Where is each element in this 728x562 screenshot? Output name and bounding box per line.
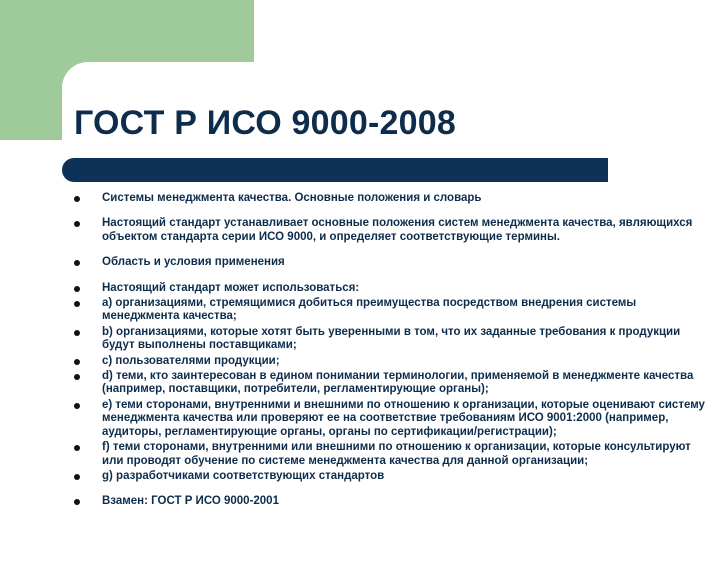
bullet-item [72,470,712,483]
bullet-dot-icon [74,301,80,307]
bullet-text: g) разработчиками соответствующих стандартов [102,469,385,482]
bullet-text: Системы менеджмента качества. Основные положения и словарь [102,192,482,204]
title-underline-bar [62,158,608,182]
bullet-dot-icon [74,499,80,505]
bullet-text: Настоящий стандарт может использоваться: [102,281,360,294]
bullet-dot-icon [74,359,80,365]
bullet-item [72,192,712,205]
bullet-item [72,399,712,439]
bullet-text: Взамен: ГОСТ Р ИСО 9000-2001 [102,495,279,508]
bullet-text: b) организациями, которые хотят быть уверенными в том, что их заданные требования к продукции будут выполнены поставщиками; [102,325,681,352]
bullet-item [72,370,712,397]
bullet-item [72,256,712,269]
bullet-item [72,355,712,368]
bullet-dot-icon [74,374,80,380]
bullet-text: d) теми, кто заинтересован в едином понимании терминологии, применяемой в менеджменте качества (например, поставщики, потребители, регламентирующие органы); [102,370,694,396]
bullet-dot-icon [74,474,80,480]
bullet-dot-icon [74,221,80,227]
bullet-dot-icon [74,260,80,266]
bullet-text: Настоящий стандарт устанавливает основные положения систем менеджмента качества, являющихся объектом стандарта серии ИСО 9000, и определяет соответствующие термины. [102,217,693,243]
bullet-dot-icon [74,330,80,336]
bullet-item [72,441,712,468]
bullet-text: f) теми сторонами, внутренними или внешними по отношению к организации, которые консультируют или проводят обучение по системе менеджмента качества для данной организации; [102,441,691,467]
bullet-text: с) пользователями продукции; [102,354,280,367]
bullet-item [72,297,712,324]
bullet-item [72,282,712,295]
bullet-item [72,495,712,508]
bullet-dot-icon [74,403,80,409]
bullet-text: а) организациями, стремящимися добиться преимущества посредством внедрения системы менеджмента качества; [102,297,637,323]
bullet-text: е) теми сторонами, внутренними и внешними по отношению к организации, которые оценивают систему менеджмента качества или проверяют ее на соответствие требованиям ИСО 9001:2000 (например, аудиторы, регламентирующие органы, органы по сертификации/регистрации); [102,398,705,438]
bullet-item [72,217,712,244]
bullet-dot-icon [74,286,80,292]
bullet-list [72,192,712,511]
bullet-text: Область и условия применения [102,256,285,269]
bullet-dot-icon [74,445,80,451]
bullet-dot-icon [74,196,80,202]
bullet-item [72,326,712,353]
slide-title: ГОСТ Р ИСО 9000-2008 [74,104,456,142]
